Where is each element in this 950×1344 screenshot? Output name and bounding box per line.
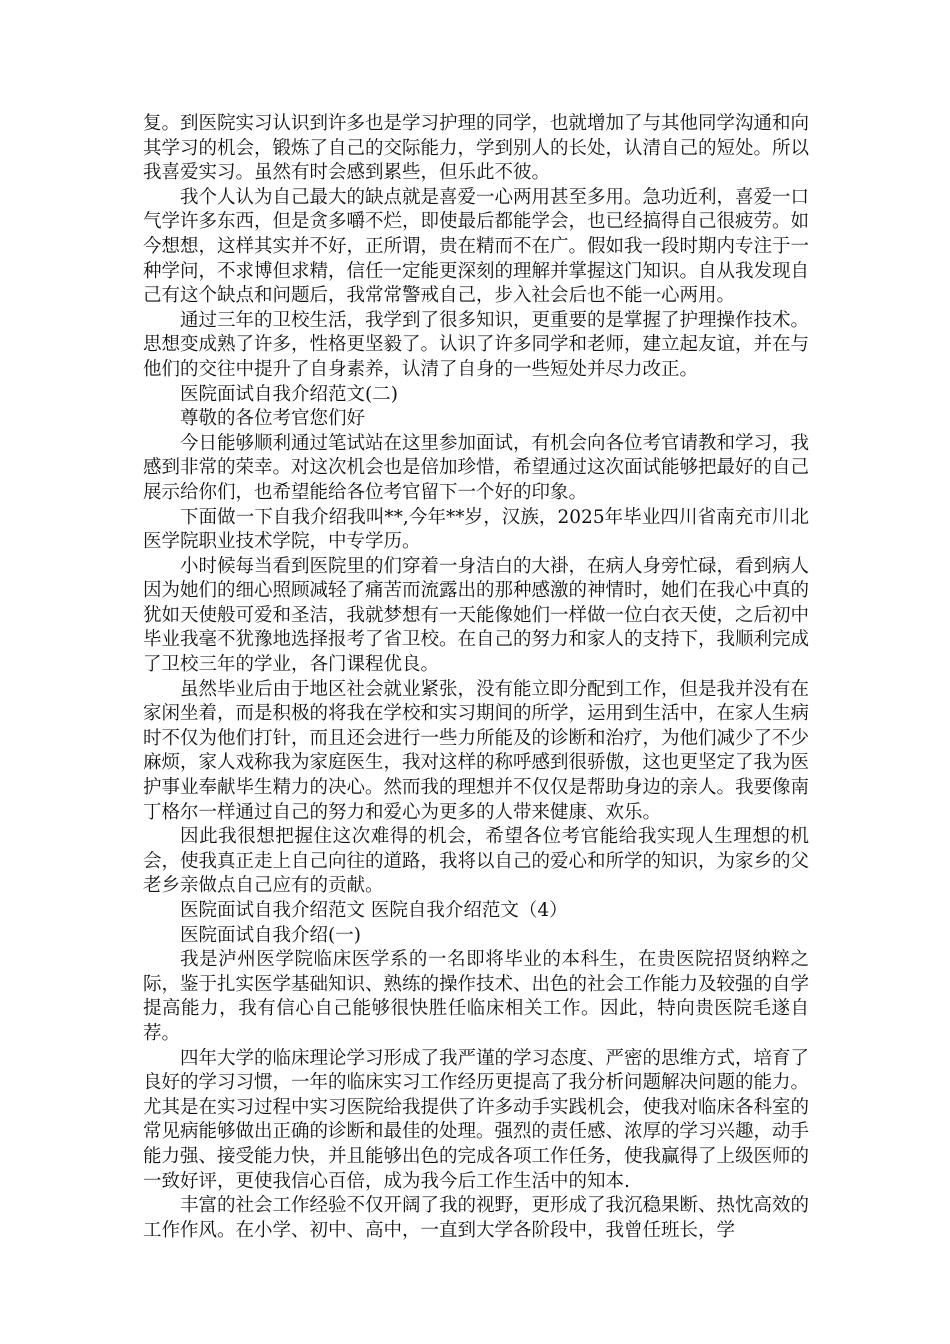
salutation: 尊敬的各位考官您们好 xyxy=(180,408,366,430)
section-heading: 医院面试自我介绍范文 医院自我介绍范文（4） xyxy=(180,900,568,921)
paragraph: 今日能够顺利通过笔试站在这里参加面试，有机会向各位考官请教和学习，我感到非常的荣幸。对这次机会也是倍加珍惜，希望通过这次面试能够把最好的自己展示给你们，也希望能给各位考官留下一个好的印象。 xyxy=(143,432,810,503)
section-heading: 医院面试自我介绍范文(二) xyxy=(180,383,398,405)
paragraph: 小时候每当看到医院里的们穿着一身洁白的大褂，在病人身旁忙碌，看到病人因为她们的细心照顾减轻了痛苦而流露出的那种感激的神情时，她们在我心中真的犹如天使般可爱和圣洁，我就梦想有一天能像她们一样做一位白衣天使，之后初中毕业我毫不犹豫地选择报考了省卫校。在自己的努力和家人的支持下，我顺利完成了卫校三年的学业，各门课程优良。 xyxy=(143,555,810,676)
paragraph: 我是泸州医学院临床医学系的一名即将毕业的本科生，在贵医院招贤纳粹之际，鉴于扎实医学基础知识、熟练的操作技术、出色的社会工作能力及较强的自学提高能力，我有信心自己能够很快胜任临床相关工作。因此，特向贵医院毛遂自荐。 xyxy=(143,949,810,1044)
document-page xyxy=(143,112,809,1243)
paragraph: 丰富的社会工作经验不仅开阔了我的视野，更形成了我沉稳果断、热忱高效的工作作风。在小学、初中、高中，一直到大学各阶段中，我曾任班长，学 xyxy=(143,1195,810,1241)
paragraph: 复。到医院实习认识到许多也是学习护理的同学，也就增加了与其他同学沟通和向其学习的机会，锻炼了自己的交际能力，学到别人的长处，认清自己的短处。所以我喜爱实习。虽然有时会感到累些，但乐此不彼。 xyxy=(143,113,810,184)
paragraph: 因此我很想把握住这次难得的机会，希望各位考官能给我实现人生理想的机会，使我真正走上自己向往的道路，我将以自己的爱心和所学的知识，为家乡的父老乡亲做点自己应有的贡献。 xyxy=(143,826,810,897)
paragraph: 四年大学的临床理论学习形成了我严谨的学习态度、严密的思维方式，培育了良好的学习习惯，一年的临床实习工作经历更提高了我分析问题解决问题的能力。尤其是在实习过程中实习医院给我提供了许多动手实践机会，使我对临床各科室的常见病能够做出正确的诊断和最佳的处理。强烈的责任感、浓厚的学习兴趣，动手能力强、接受能力快，并且能够出色的完成各项工作任务，使我赢得了上级医师的一致好评，更使我信心百倍，成为我今后工作生活中的知本. xyxy=(143,1047,810,1192)
paragraph: 下面做一下自我介绍我叫**,今年**岁，汉族，2025年毕业四川省南充市川北医学院职业技术学院，中专学历。 xyxy=(143,506,809,553)
section-heading: 医院面试自我介绍(一) xyxy=(180,924,361,946)
paragraph: 我个人认为自己最大的缺点就是喜爱一心两用甚至多用。急功近利，喜爱一口气学许多东西，但是贪多嚼不烂，即使最后都能学会，也已经搞得自己很疲劳。如今想想，这样其实并不好，正所谓，贵在精而不在广。假如我一段时期内专注于一种学问，不求博但求精，信任一定能更深刻的理解并掌握这门知识。自从我发现自己有这个缺点和问题后，我常常警戒自己，步入社会后也不能一心两用。 xyxy=(143,186,810,307)
paragraph: 虽然毕业后由于地区社会就业紧张，没有能立即分配到工作，但是我并没有在家闲坐着，而是积极的将我在学校和实习期间的所学，运用到生活中，在家人生病时不仅为他们打针，而且还会进行一些力所能及的诊断和治疗，为他们减少了不少麻烦，家人戏称我为家庭医生，我对这样的称呼感到很骄傲，这也更坚定了我为医护事业奉献毕生精力的决心。然而我的理想并不仅仅是帮助身边的亲人。我要像南丁格尔一样通过自己的努力和爱心为更多的人带来健康、欢乐。 xyxy=(143,678,810,823)
paragraph: 通过三年的卫校生活，我学到了很多知识，更重要的是掌握了护理操作技术。思想变成熟了许多，性格更坚毅了。认识了许多同学和老师，建立起友谊，并在与他们的交往中提升了自身素养，认清了自身的一些短处并尽力改正。 xyxy=(143,309,810,380)
